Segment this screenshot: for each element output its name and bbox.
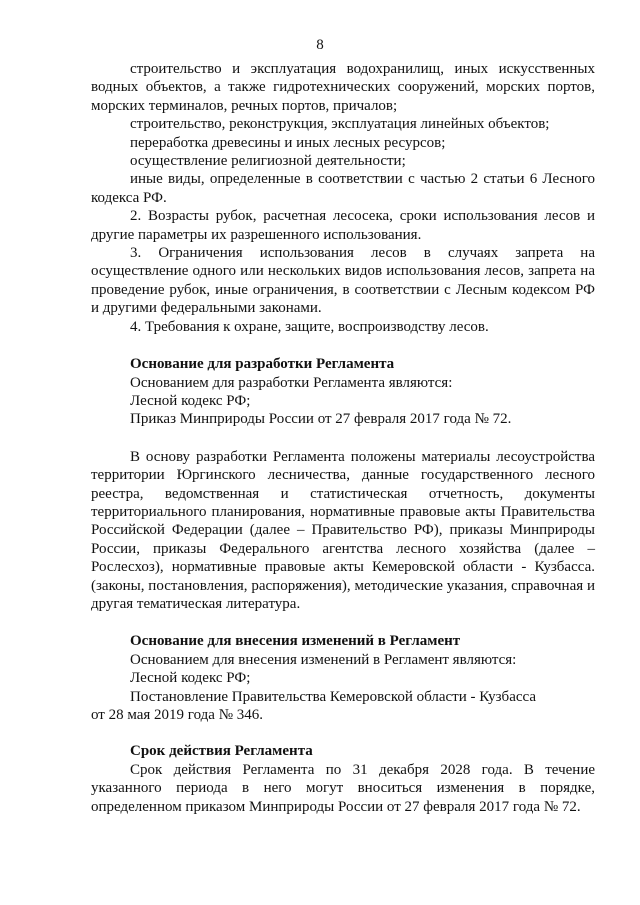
changes-resolution-line1: Постановление Правительства Кемеровской области - Кузбасса bbox=[130, 688, 537, 705]
spacer bbox=[91, 613, 595, 632]
basis-line-order: Приказ Минприроды России от 27 февраля 2017 года № 72. bbox=[130, 411, 512, 428]
materials-paragraph: В основу разработки Регламента положены материалы лесоустройства территории Юргинского лесничества, данные государственного лесного реестра, ведомственная и статистическая отчетность, документы территориального планирования, нормативные правовые акты Правительства Российской Федерации (далее – Правительство РФ), приказы Минприроды России, приказы Федерального агентства лесного хозяйства (далее – Рослесхоз), нормативные правовые акты Кемеровской области - Кузбасса. (законы, постановления, распоряжения), методические указания, справочная и другая тематическая литература. bbox=[91, 448, 595, 612]
list-item-religious-activity: осуществление религиозной деятельности; bbox=[130, 153, 406, 170]
list-item-other-types: иные виды, определенные в соответствии с частью 2 статьи 6 Лесного кодекса РФ. bbox=[91, 171, 595, 206]
spacer bbox=[91, 336, 595, 355]
changes-line-intro: Основанием для внесения изменений в Регламент являются: bbox=[130, 651, 517, 668]
changes-heading: Основание для внесения изменений в Регламент bbox=[130, 633, 461, 650]
changes-line-forest-code: Лесной кодекс РФ; bbox=[130, 670, 251, 687]
list-item-linear-objects: строительство, реконструкция, эксплуатация линейных объектов; bbox=[130, 116, 550, 133]
list-item-wood-processing: переработка древесины и иных лесных ресурсов; bbox=[130, 134, 446, 151]
term-heading: Срок действия Регламента bbox=[130, 743, 313, 760]
numbered-item-3: 3. Ограничения использования лесов в случаях запрета на осуществление одного или нескольких видов использования лесов, запрета на проведение рубок, иные ограничения, в соответствии с Лесным кодексом РФ и другими федеральными законами. bbox=[91, 245, 595, 317]
numbered-item-2: 2. Возрасты рубок, расчетная лесосека, сроки использования лесов и другие параметры их разрешенного использования. bbox=[91, 208, 595, 243]
changes-resolution-line2: от 28 мая 2019 года № 346. bbox=[91, 707, 264, 723]
basis-line-forest-code: Лесной кодекс РФ; bbox=[130, 392, 251, 409]
document-body bbox=[91, 60, 595, 816]
list-item-reservoirs: строительство и эксплуатация водохранилищ, иных искусственных водных объектов, а также гидротехнических сооружений, морских портов, морских терминалов, речных портов, причалов; bbox=[91, 61, 595, 114]
spacer bbox=[91, 724, 595, 742]
page-number: 8 bbox=[316, 37, 324, 53]
term-text: Срок действия Регламента по 31 декабря 2028 года. В течение указанного периода в него могут вноситься изменения в порядке, определенном приказом Минприроды России от 27 февраля 2017 года № 72. bbox=[91, 761, 595, 815]
spacer bbox=[91, 429, 595, 448]
basis-heading: Основание для разработки Регламента bbox=[130, 356, 395, 373]
basis-line-intro: Основанием для разработки Регламента являются: bbox=[130, 374, 453, 391]
numbered-item-4: 4. Требования к охране, защите, воспроизводству лесов. bbox=[130, 318, 489, 335]
